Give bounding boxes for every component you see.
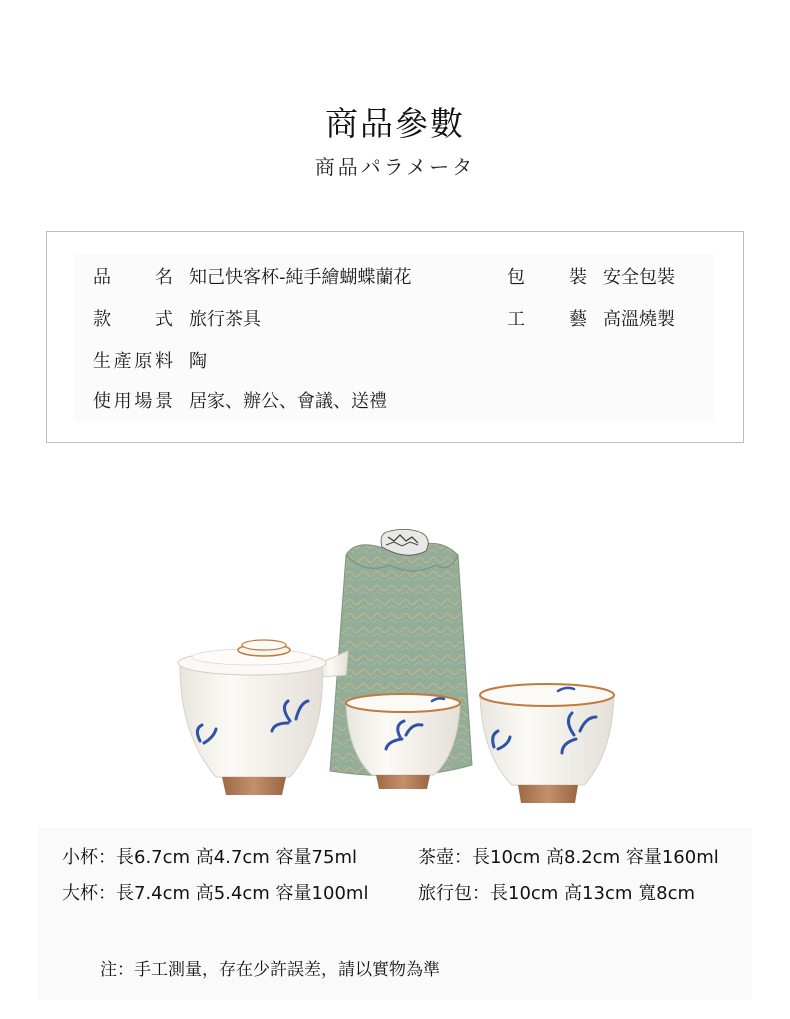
param-value: 高溫燒製 bbox=[603, 309, 675, 330]
page-header bbox=[0, 96, 790, 182]
param-value: 旅行茶具 bbox=[189, 309, 261, 330]
page-title: 商品參數 bbox=[325, 104, 465, 143]
param-row-material bbox=[93, 349, 207, 375]
spec-small-cup: 小杯：長6.7cm 高4.7cm 容量75ml bbox=[62, 847, 357, 868]
specs-panel bbox=[38, 828, 752, 1000]
param-value: 居家、辦公、會議、送禮 bbox=[189, 391, 387, 412]
params-box bbox=[46, 231, 744, 443]
product-photo bbox=[150, 525, 650, 825]
param-label: 生產原料 bbox=[93, 351, 173, 372]
params-table bbox=[75, 254, 715, 422]
spec-travel-bag: 旅行包：長10cm 高13cm 寬8cm bbox=[418, 883, 695, 904]
measurement-note: 注：手工測量，存在少許誤差，請以實物為準 bbox=[100, 960, 440, 980]
param-row-package bbox=[507, 265, 675, 291]
param-row-craft bbox=[507, 307, 675, 333]
param-value: 知己快客杯-純手繪蝴蝶蘭花 bbox=[189, 267, 412, 288]
param-label: 工 藝 bbox=[507, 309, 587, 330]
param-row-usage bbox=[93, 389, 387, 415]
param-label: 款 式 bbox=[93, 309, 173, 330]
param-label: 使用場景 bbox=[93, 391, 173, 412]
page-subtitle: 商品パラメータ bbox=[314, 155, 476, 179]
spec-teapot: 茶壺：長10cm 高8.2cm 容量160ml bbox=[418, 847, 719, 868]
param-row-name bbox=[93, 265, 412, 291]
large-cup bbox=[480, 684, 614, 803]
param-value: 安全包裝 bbox=[603, 267, 675, 288]
tea-set-illustration bbox=[150, 525, 650, 825]
spec-large-cup: 大杯：長7.4cm 高5.4cm 容量100ml bbox=[62, 883, 369, 904]
param-value: 陶 bbox=[189, 351, 207, 372]
teapot bbox=[178, 640, 348, 795]
param-label: 包 裝 bbox=[507, 267, 587, 288]
param-row-style bbox=[93, 307, 261, 333]
param-label: 品 名 bbox=[93, 267, 173, 288]
